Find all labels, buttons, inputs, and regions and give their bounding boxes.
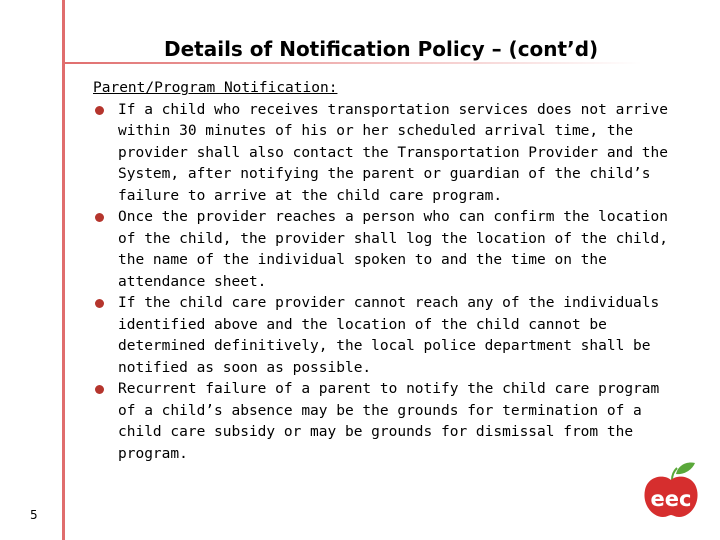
- bullet-dot-icon: [95, 385, 104, 394]
- eec-logo: [632, 460, 710, 520]
- bullet-dot-icon: [95, 106, 104, 115]
- title-underline-rule: [62, 62, 642, 64]
- bullet-text: If the child care provider cannot reach any of the individuals identified above and the location of the child cannot be determined definitively, the local police department shall be notified as soon as possible.: [118, 295, 660, 376]
- bullet-item: [93, 100, 683, 208]
- bullet-item: [93, 207, 683, 293]
- page-number: 5: [30, 508, 38, 522]
- bullet-text: Once the provider reaches a person who can confirm the location of the child, the provider shall log the location of the child, the name of the individual spoken to and the time on the attendance sheet.: [118, 209, 668, 290]
- bullet-list: [93, 100, 683, 466]
- left-accent-bar: [62, 0, 65, 540]
- logo-text: eec: [650, 487, 692, 511]
- bullet-dot-icon: [95, 299, 104, 308]
- slide-body: [93, 78, 683, 465]
- bullet-text: Recurrent failure of a parent to notify the child care program of a child’s absence may be the grounds for termination of a child care subsidy or may be grounds for dismissal from the program.: [118, 381, 660, 462]
- bullet-item: [93, 293, 683, 379]
- bullet-dot-icon: [95, 213, 104, 222]
- section-subheading: Parent/Program Notification:: [93, 80, 338, 96]
- slide-title: Details of Notification Policy – (cont’d): [164, 37, 599, 61]
- logo-leaf: [676, 462, 695, 474]
- bullet-item: [93, 379, 683, 465]
- bullet-text: If a child who receives transportation services does not arrive within 30 minutes of his or her scheduled arrival time, the provider shall also contact the Transportation Provider and the System, after notifying the parent or guardian of the child’s failure to arrive at the child care program.: [118, 101, 668, 204]
